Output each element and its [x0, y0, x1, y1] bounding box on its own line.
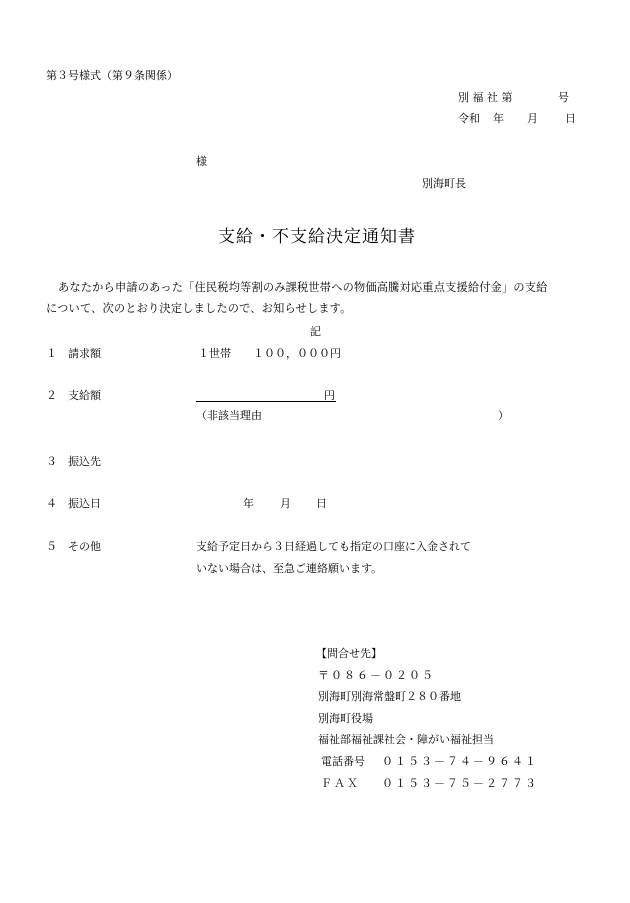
contact-address: 別海町別海常盤町２８０番地: [318, 690, 461, 703]
amount-blank-line: [196, 389, 336, 402]
contact-dept: 福祉部福祉課社会・障がい福祉担当: [318, 733, 494, 746]
item-3-number: ３: [46, 455, 57, 468]
recipient-suffix: 様: [196, 155, 207, 168]
document-title: 支給・不支給決定通知書: [218, 227, 416, 247]
reason-close: ）: [498, 409, 509, 422]
item-2-number: ２: [46, 389, 57, 402]
contact-office: 別海町役場: [318, 712, 373, 725]
item-3-label: 振込先: [68, 455, 101, 468]
item-5-label: その他: [68, 540, 101, 553]
item-4-month: 月: [280, 497, 291, 510]
item-1-value: １世帯 １００，０００円: [198, 347, 341, 360]
ki-marker: 記: [310, 325, 321, 338]
doc-number-suffix: 号: [558, 91, 569, 104]
intro-line-2: について、次のとおり決定しましたので、お知らせします。: [46, 302, 352, 315]
item-5-line-2: いない場合は、至急ご連絡願います。: [196, 562, 383, 575]
item-1-label: 請求額: [68, 347, 101, 360]
date-year: 年: [493, 112, 504, 125]
contact-heading: 【問合せ先】: [316, 647, 382, 660]
item-4-number: ４: [46, 497, 57, 510]
issuer: 別海町長: [422, 177, 466, 190]
item-2-label: 支給額: [68, 389, 101, 402]
item-4-day: 日: [316, 497, 327, 510]
date-era: 令和: [458, 112, 480, 125]
intro-line-1: あなたから申請のあった「住民税均等割のみ課税世帯への物価高騰対応重点支援給付金」の支給: [58, 281, 548, 294]
reason-open: （非該当理由: [196, 409, 262, 422]
contact-fax: ０１５３－７５－２７７３: [382, 777, 538, 790]
doc-number-prefix: 別 福 社 第: [458, 91, 513, 104]
contact-fax-label: ＦＡＸ: [321, 777, 360, 790]
item-2-yen: 円: [324, 389, 335, 402]
contact-phone: ０１５３－７４－９６４１: [382, 755, 538, 768]
date-day: 日: [565, 112, 576, 125]
contact-phone-label: 電話番号: [321, 755, 365, 768]
item-4-year: 年: [243, 497, 254, 510]
item-4-label: 振込日: [68, 497, 101, 510]
date-month: 月: [527, 112, 538, 125]
item-5-number: ５: [46, 540, 57, 553]
item-1-number: １: [46, 347, 57, 360]
item-5-line-1: 支給予定日から３日経過しても指定の口座に入金されて: [196, 540, 471, 553]
contact-postal: 〒０８６－０２０５: [318, 669, 435, 682]
form-label: 第３号様式（第９条関係）: [46, 69, 178, 82]
